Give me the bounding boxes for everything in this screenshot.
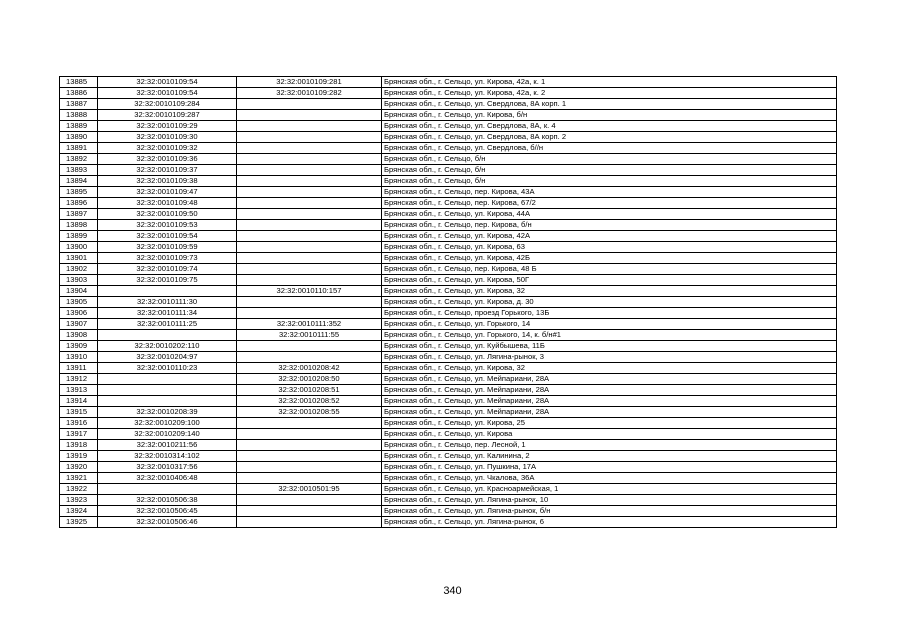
registry-table-body (60, 77, 837, 528)
table-row (60, 484, 837, 495)
linked-cadastral-number-cell (237, 297, 382, 308)
address-cell: Брянская обл., г. Сельцо, ул. Горького, 14, к. б/н#1 (382, 330, 837, 341)
record-number-cell: 13898 (60, 220, 98, 231)
address-cell: Брянская обл., г. Сельцо, ул. Мейпариани, 28А (382, 385, 837, 396)
address-cell: Брянская обл., г. Сельцо, ул. Кирова, 50Г (382, 275, 837, 286)
linked-cadastral-number-cell: 32:32:0010208:55 (237, 407, 382, 418)
record-number-cell: 13916 (60, 418, 98, 429)
linked-cadastral-number-cell: 32:32:0010208:50 (237, 374, 382, 385)
address-cell: Брянская обл., г. Сельцо, ул. Лягина-рынок, 3 (382, 352, 837, 363)
linked-cadastral-number-cell (237, 253, 382, 264)
linked-cadastral-number-cell (237, 187, 382, 198)
address-cell: Брянская обл., г. Сельцо, ул. Лягина-рынок, б/н (382, 506, 837, 517)
record-number-cell: 13923 (60, 495, 98, 506)
cadastral-number-cell: 32:32:0010109:50 (98, 209, 237, 220)
table-row (60, 418, 837, 429)
address-cell: Брянская обл., г. Сельцо, ул. Кирова, 63 (382, 242, 837, 253)
cadastral-number-cell: 32:32:0010406:48 (98, 473, 237, 484)
cadastral-number-cell: 32:32:0010109:30 (98, 132, 237, 143)
cadastral-number-cell (98, 286, 237, 297)
table-row (60, 286, 837, 297)
address-cell: Брянская обл., г. Сельцо, ул. Лягина-рынок, 6 (382, 517, 837, 528)
linked-cadastral-number-cell (237, 517, 382, 528)
linked-cadastral-number-cell (237, 308, 382, 319)
record-number-cell: 13922 (60, 484, 98, 495)
record-number-cell: 13914 (60, 396, 98, 407)
cadastral-number-cell: 32:32:0010109:38 (98, 176, 237, 187)
linked-cadastral-number-cell (237, 110, 382, 121)
cadastral-number-cell: 32:32:0010109:287 (98, 110, 237, 121)
cadastral-number-cell: 32:32:0010109:73 (98, 253, 237, 264)
linked-cadastral-number-cell (237, 506, 382, 517)
address-cell: Брянская обл., г. Сельцо, ул. Мейпариани, 28А (382, 374, 837, 385)
cadastral-number-cell: 32:32:0010506:45 (98, 506, 237, 517)
record-number-cell: 13905 (60, 297, 98, 308)
address-cell: Брянская обл., г. Сельцо, ул. Лягина-рынок, 10 (382, 495, 837, 506)
table-row (60, 506, 837, 517)
registry-table (59, 76, 837, 528)
address-cell: Брянская обл., г. Сельцо, ул. Свердлова, 8А корп. 2 (382, 132, 837, 143)
linked-cadastral-number-cell: 32:32:0010501:95 (237, 484, 382, 495)
table-row (60, 242, 837, 253)
linked-cadastral-number-cell: 32:32:0010109:281 (237, 77, 382, 88)
address-cell: Брянская обл., г. Сельцо, пер. Кирова, б/н (382, 220, 837, 231)
record-number-cell: 13890 (60, 132, 98, 143)
table-row (60, 352, 837, 363)
record-number-cell: 13908 (60, 330, 98, 341)
record-number-cell: 13892 (60, 154, 98, 165)
address-cell: Брянская обл., г. Сельцо, ул. Горького, 14 (382, 319, 837, 330)
cadastral-number-cell: 32:32:0010109:54 (98, 231, 237, 242)
cadastral-number-cell: 32:32:0010109:53 (98, 220, 237, 231)
cadastral-number-cell: 32:32:0010317:56 (98, 462, 237, 473)
linked-cadastral-number-cell (237, 132, 382, 143)
cadastral-number-cell (98, 330, 237, 341)
cadastral-number-cell: 32:32:0010209:140 (98, 429, 237, 440)
linked-cadastral-number-cell: 32:32:0010111:352 (237, 319, 382, 330)
page-number: 340 (443, 585, 462, 597)
table-row (60, 473, 837, 484)
linked-cadastral-number-cell (237, 264, 382, 275)
record-number-cell: 13909 (60, 341, 98, 352)
record-number-cell: 13891 (60, 143, 98, 154)
record-number-cell: 13924 (60, 506, 98, 517)
table-row (60, 77, 837, 88)
address-cell: Брянская обл., г. Сельцо, ул. Кирова, 32 (382, 363, 837, 374)
cadastral-number-cell: 32:32:0010211:56 (98, 440, 237, 451)
table-row (60, 264, 837, 275)
address-cell: Брянская обл., г. Сельцо, ул. Мейпариани, 28А (382, 407, 837, 418)
table-row (60, 121, 837, 132)
linked-cadastral-number-cell (237, 495, 382, 506)
table-row (60, 396, 837, 407)
address-cell: Брянская обл., г. Сельцо, пер. Кирова, 43А (382, 187, 837, 198)
address-cell: Брянская обл., г. Сельцо, ул. Свердлова, 8А корп. 1 (382, 99, 837, 110)
address-cell: Брянская обл., г. Сельцо, ул. Свердлова, 8А, к. 4 (382, 121, 837, 132)
linked-cadastral-number-cell (237, 352, 382, 363)
address-cell: Брянская обл., г. Сельцо, ул. Куйбышева, 11Б (382, 341, 837, 352)
record-number-cell: 13893 (60, 165, 98, 176)
linked-cadastral-number-cell (237, 198, 382, 209)
address-cell: Брянская обл., г. Сельцо, ул. Кирова, 32 (382, 286, 837, 297)
record-number-cell: 13910 (60, 352, 98, 363)
address-cell: Брянская обл., г. Сельцо, пер. Лесной, 1 (382, 440, 837, 451)
record-number-cell: 13888 (60, 110, 98, 121)
linked-cadastral-number-cell (237, 473, 382, 484)
cadastral-number-cell: 32:32:0010314:102 (98, 451, 237, 462)
address-cell: Брянская обл., г. Сельцо, ул. Свердлова, б//н (382, 143, 837, 154)
table-row (60, 110, 837, 121)
table-row (60, 165, 837, 176)
linked-cadastral-number-cell (237, 451, 382, 462)
linked-cadastral-number-cell: 32:32:0010111:55 (237, 330, 382, 341)
linked-cadastral-number-cell (237, 209, 382, 220)
linked-cadastral-number-cell (237, 462, 382, 473)
linked-cadastral-number-cell: 32:32:0010208:42 (237, 363, 382, 374)
address-cell: Брянская обл., г. Сельцо, ул. Кирова (382, 429, 837, 440)
address-cell: Брянская обл., г. Сельцо, ул. Пушкина, 17А (382, 462, 837, 473)
address-cell: Брянская обл., г. Сельцо, ул. Кирова, д. 30 (382, 297, 837, 308)
record-number-cell: 13920 (60, 462, 98, 473)
cadastral-number-cell (98, 396, 237, 407)
linked-cadastral-number-cell (237, 242, 382, 253)
linked-cadastral-number-cell: 32:32:0010110:157 (237, 286, 382, 297)
record-number-cell: 13921 (60, 473, 98, 484)
cadastral-number-cell: 32:32:0010109:32 (98, 143, 237, 154)
record-number-cell: 13901 (60, 253, 98, 264)
record-number-cell: 13912 (60, 374, 98, 385)
record-number-cell: 13907 (60, 319, 98, 330)
record-number-cell: 13886 (60, 88, 98, 99)
cadastral-number-cell: 32:32:0010109:36 (98, 154, 237, 165)
table-row (60, 275, 837, 286)
record-number-cell: 13903 (60, 275, 98, 286)
address-cell: Брянская обл., г. Сельцо, б/н (382, 176, 837, 187)
linked-cadastral-number-cell: 32:32:0010109:282 (237, 88, 382, 99)
table-row (60, 143, 837, 154)
record-number-cell: 13906 (60, 308, 98, 319)
table-row (60, 88, 837, 99)
cadastral-number-cell: 32:32:0010110:23 (98, 363, 237, 374)
record-number-cell: 13919 (60, 451, 98, 462)
table-row (60, 462, 837, 473)
address-cell: Брянская обл., г. Сельцо, ул. Кирова, 42а, к. 2 (382, 88, 837, 99)
linked-cadastral-number-cell (237, 154, 382, 165)
cadastral-number-cell: 32:32:0010111:25 (98, 319, 237, 330)
linked-cadastral-number-cell (237, 176, 382, 187)
table-row (60, 374, 837, 385)
cadastral-number-cell: 32:32:0010208:39 (98, 407, 237, 418)
cadastral-number-cell: 32:32:0010109:29 (98, 121, 237, 132)
table-row (60, 517, 837, 528)
table-row (60, 308, 837, 319)
cadastral-number-cell: 32:32:0010111:34 (98, 308, 237, 319)
cadastral-number-cell: 32:32:0010111:30 (98, 297, 237, 308)
table-row (60, 363, 837, 374)
record-number-cell: 13915 (60, 407, 98, 418)
table-row (60, 198, 837, 209)
table-row (60, 220, 837, 231)
cadastral-number-cell: 32:32:0010204:97 (98, 352, 237, 363)
linked-cadastral-number-cell: 32:32:0010208:52 (237, 396, 382, 407)
record-number-cell: 13896 (60, 198, 98, 209)
cadastral-number-cell: 32:32:0010109:75 (98, 275, 237, 286)
linked-cadastral-number-cell (237, 429, 382, 440)
linked-cadastral-number-cell (237, 418, 382, 429)
table-row (60, 341, 837, 352)
linked-cadastral-number-cell (237, 275, 382, 286)
cadastral-number-cell: 32:32:0010109:47 (98, 187, 237, 198)
cadastral-number-cell: 32:32:0010109:54 (98, 77, 237, 88)
address-cell: Брянская обл., г. Сельцо, б/н (382, 154, 837, 165)
cadastral-number-cell (98, 385, 237, 396)
linked-cadastral-number-cell (237, 165, 382, 176)
record-number-cell: 13899 (60, 231, 98, 242)
address-cell: Брянская обл., г. Сельцо, ул. Кирова, 44А (382, 209, 837, 220)
record-number-cell: 13902 (60, 264, 98, 275)
table-row (60, 154, 837, 165)
address-cell: Брянская обл., г. Сельцо, ул. Чкалова, 36А (382, 473, 837, 484)
record-number-cell: 13911 (60, 363, 98, 374)
address-cell: Брянская обл., г. Сельцо, ул. Кирова, 25 (382, 418, 837, 429)
record-number-cell: 13885 (60, 77, 98, 88)
table-row (60, 187, 837, 198)
address-cell: Брянская обл., г. Сельцо, ул. Кирова, 42Б (382, 253, 837, 264)
cadastral-number-cell: 32:32:0010109:37 (98, 165, 237, 176)
cadastral-number-cell: 32:32:0010109:284 (98, 99, 237, 110)
record-number-cell: 13894 (60, 176, 98, 187)
linked-cadastral-number-cell (237, 231, 382, 242)
address-cell: Брянская обл., г. Сельцо, пер. Кирова, 48 Б (382, 264, 837, 275)
cadastral-number-cell (98, 374, 237, 385)
table-row (60, 495, 837, 506)
linked-cadastral-number-cell (237, 143, 382, 154)
address-cell: Брянская обл., г. Сельцо, б/н (382, 165, 837, 176)
cadastral-number-cell: 32:32:0010209:100 (98, 418, 237, 429)
table-row (60, 132, 837, 143)
cadastral-number-cell: 32:32:0010109:54 (98, 88, 237, 99)
record-number-cell: 13887 (60, 99, 98, 110)
address-cell: Брянская обл., г. Сельцо, ул. Мейпариани, 28А (382, 396, 837, 407)
record-number-cell: 13917 (60, 429, 98, 440)
record-number-cell: 13913 (60, 385, 98, 396)
cadastral-number-cell (98, 484, 237, 495)
table-row (60, 385, 837, 396)
address-cell: Брянская обл., г. Сельцо, ул. Калинина, 2 (382, 451, 837, 462)
table-row (60, 407, 837, 418)
record-number-cell: 13904 (60, 286, 98, 297)
linked-cadastral-number-cell: 32:32:0010208:51 (237, 385, 382, 396)
record-number-cell: 13925 (60, 517, 98, 528)
address-cell: Брянская обл., г. Сельцо, ул. Кирова, 42А (382, 231, 837, 242)
table-row (60, 297, 837, 308)
cadastral-number-cell: 32:32:0010109:59 (98, 242, 237, 253)
cadastral-number-cell: 32:32:0010109:48 (98, 198, 237, 209)
table-row (60, 330, 837, 341)
table-row (60, 429, 837, 440)
table-row (60, 209, 837, 220)
cadastral-number-cell: 32:32:0010109:74 (98, 264, 237, 275)
linked-cadastral-number-cell (237, 121, 382, 132)
table-row (60, 451, 837, 462)
address-cell: Брянская обл., г. Сельцо, проезд Горького, 13Б (382, 308, 837, 319)
linked-cadastral-number-cell (237, 99, 382, 110)
linked-cadastral-number-cell (237, 220, 382, 231)
cadastral-number-cell: 32:32:0010506:46 (98, 517, 237, 528)
table-row (60, 440, 837, 451)
record-number-cell: 13889 (60, 121, 98, 132)
record-number-cell: 13895 (60, 187, 98, 198)
record-number-cell: 13897 (60, 209, 98, 220)
table-row (60, 176, 837, 187)
table-row (60, 253, 837, 264)
table-row (60, 231, 837, 242)
address-cell: Брянская обл., г. Сельцо, ул. Красноармейская, 1 (382, 484, 837, 495)
record-number-cell: 13918 (60, 440, 98, 451)
cadastral-number-cell: 32:32:0010506:38 (98, 495, 237, 506)
linked-cadastral-number-cell (237, 440, 382, 451)
address-cell: Брянская обл., г. Сельцо, пер. Кирова, 67/2 (382, 198, 837, 209)
record-number-cell: 13900 (60, 242, 98, 253)
cadastral-number-cell: 32:32:0010202:110 (98, 341, 237, 352)
table-row (60, 319, 837, 330)
table-row (60, 99, 837, 110)
address-cell: Брянская обл., г. Сельцо, ул. Кирова, б/н (382, 110, 837, 121)
address-cell: Брянская обл., г. Сельцо, ул. Кирова, 42а, к. 1 (382, 77, 837, 88)
linked-cadastral-number-cell (237, 341, 382, 352)
